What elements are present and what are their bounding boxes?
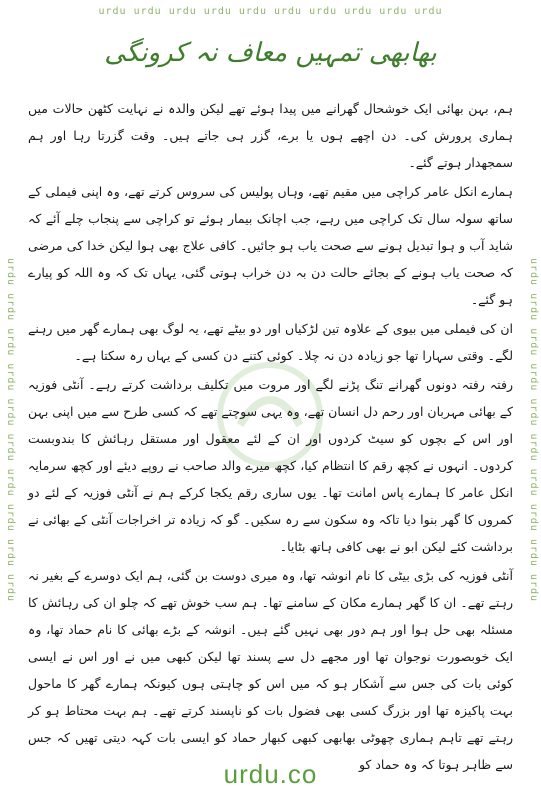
story-body	[28, 95, 513, 772]
story-title: بھابھی تمہیں معاف نہ کرونگی	[104, 38, 437, 68]
border-pattern-top: urdu urdu urdu urdu urdu urdu urdu urdu urdu urdu	[98, 6, 443, 17]
paragraph: ہمارے انکل عامر کراچی میں مقیم تھے، وہاں پولیس کی سروس کرتے تھے، وہ اپنی فیملی کے ساتھ سولہ سال تک کراچی میں رہے، جب اچانک بیمار ہوئے تو کراچی سے پنجاب چلے آئے کہ شاید آب و ہوا تبدیل ہونے سے صحت یاب ہو جائیں۔ کافی علاج بھی ہوا لیکن خدا کی مرضی کہ صحت یاب ہونے کے بجائے حالت دن بہ دن خراب ہوتی گئی، یہاں تک کہ وہ اللہ کو پیارے ہو گئے۔	[28, 184, 513, 307]
paragraph: ان کی فیملی میں بیوی کے علاوہ تین لڑکیاں اور دو بیٹے تھے، یہ لوگ بھی ہمارے گھر میں رہنے لگے۔ وقتی سہارا تھا جو زیادہ دن نہ چلا۔ کوئی کتنے دن کسی کے یہاں رہ سکتا ہے۔	[28, 321, 513, 363]
paragraph: ہم، بہن بھائی ایک خوشحال گھرانے میں پیدا ہوئے تھے لیکن والدہ نے نہایت کٹھن حالات میں ہماری پرورش کی۔ دن اچھے ہوں یا برے، گزر ہی جاتے ہیں۔ وقت گزرتا رہا اور ہم سمجھدار ہوتے گئے۔	[28, 101, 513, 170]
site-footer-logo: urdu.co	[223, 759, 318, 789]
paragraph: آنٹی فوزیہ کی بڑی بیٹی کا نام انوشہ تھا، وہ میری دوست بن گئی، ہم ایک دوسرے کے بغیر نہ رہتے تھے۔ ان کا گھر ہمارے مکان کے سامنے تھا۔ ہم سب خوش تھے کہ چلو ان کی رہائش کا مسئلہ بھی حل ہوا اور ہم دور بھی نہیں گئے ہیں۔ انوشہ کے بڑے بھائی کا نام حماد تھا، وہ ایک خوبصورت نوجوان تھا اور مجھے دل سے پسند تھا لیکن کبھی میں نے اور اس نے ایسی کوئی بات کی جس سے آشکار ہو کہ میں اس کو چاہتی ہوں کیونکہ ہمارے گھر کا ماحول بہت پاکیزہ تھا اور بزرگ کسی بھی فضول بات کو ناپسند کرتے تھے۔ ہم بہت محتاط ہو کر رہتے تھے تاہم ہماری چھوٹی بھابھی کبھی کبھار حماد کو ایسی بات کہہ دیتی تھیں کہ جس سے ظاہر ہوتا کہ وہ حماد کو	[28, 568, 513, 772]
border-pattern-right: urdu urdu urdu urdu urdu urdu urdu urdu urdu urdu	[528, 257, 539, 602]
border-pattern-left: urdu urdu urdu urdu urdu urdu urdu urdu urdu urdu	[5, 257, 16, 602]
paragraph: رفتہ رفتہ دونوں گھرانے تنگ پڑنے لگے اور مروت میں تکلیف برداشت کرتے رہے۔ آنٹی فوزیہ کے بھائی مہربان اور رحم دل انسان تھے، وہ یہی سوچتے تھے کہ کسی طرح سے میں اپنی بہن اور اس کے بچوں کو سیٹ کردوں اور ان کے لئے معقول اور مستقل رہائش کا بندوبست کردوں۔ انہوں نے کچھ رقم کا انتظام کیا، کچھ میرے والد صاحب نے روپے دیئے اور کچھ سرمایہ انکل عامر کا ہمارے پاس امانت تھا۔ یوں ساری رقم یکجا کرکے ہم نے آنٹی فوزیہ کے لئے دو کمروں کا گھر بنوا دیا تاکہ وہ سکون سے رہ سکیں۔ گو کہ زیادہ تر اخراجات آنٹی کے بھائی نے برداشت کئے لیکن ابو نے بھی کافی ہاتھ بٹایا۔	[28, 377, 513, 554]
